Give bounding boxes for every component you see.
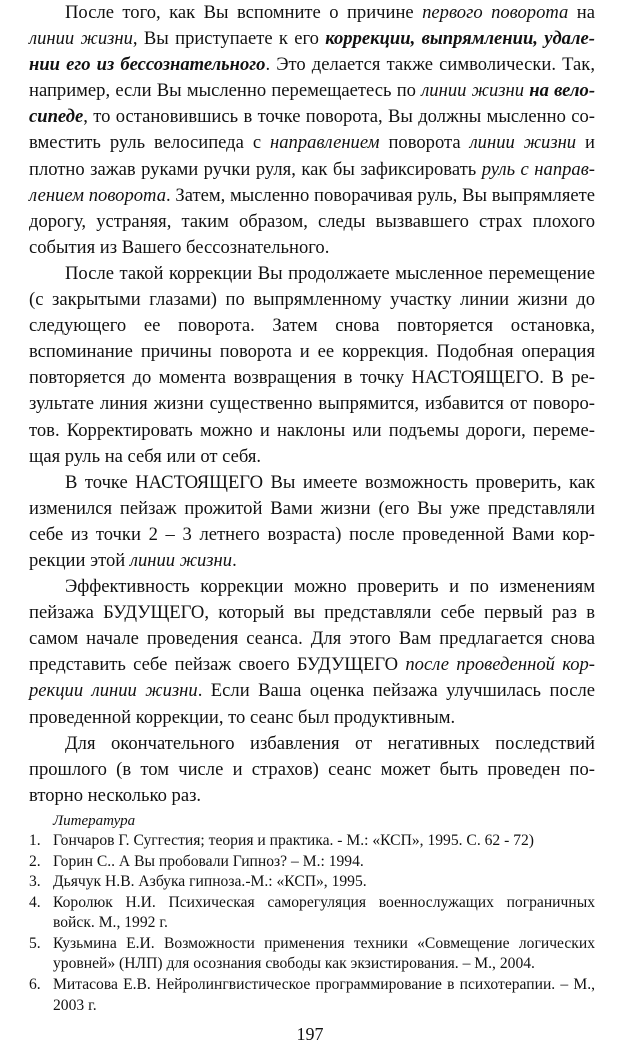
- literature-item-number: 1.: [29, 831, 41, 849]
- literature-item-text: Королюк Н.И. Психическая саморегуляция военнослужащих пограничных войск. М., 1992 г.: [53, 893, 595, 932]
- literature-item-number: 6.: [29, 976, 41, 994]
- literature-item-number: 4.: [29, 893, 41, 911]
- literature-item: [29, 852, 595, 873]
- emphasized-text: на велосипеде: [29, 80, 596, 128]
- literature-item-text: Митасова Е.В. Нейролингвистическое программирование в психотерапии. – М., 2003 г.: [53, 976, 595, 1014]
- literature-item: [29, 975, 595, 1016]
- paragraph: [29, 574, 595, 731]
- paragraph: [29, 731, 595, 809]
- literature-title: Литература: [53, 812, 136, 829]
- literature-item: [29, 872, 595, 893]
- text-segment: Эффективность коррекции можно проверить и по изменениям пейзажа БУДУЩЕГО, который вы представляли себе первый раз в самом начале проведения сеанса. Для этого Вам предлагается снова представить себе пейзаж своего БУДУЩЕГО: [29, 576, 595, 676]
- paragraph: [29, 261, 595, 470]
- page-number: 197: [296, 1024, 324, 1044]
- text-segment: В точке НАСТОЯЩЕГО Вы имеете возможность проверить, как изменился пейзаж прожитой Вами жизни (его Вы уже представляли себе из точки 2 – 3 летнего возраста) после проведенной Вами коррекции этой: [29, 471, 595, 571]
- emphasized-text: линии жизни: [469, 132, 577, 154]
- literature-item-number: 3.: [29, 873, 41, 891]
- text-segment: После того, как Вы вспомните о причине: [65, 2, 423, 23]
- text-segment: , то остановившись в точке поворота, Вы должны мысленно совместить руль велосипеда с: [29, 106, 595, 154]
- literature-item: [29, 934, 595, 975]
- literature-item-text: Дьячук Н.В. Азбука гипноза.-М.: «КСП», 1995.: [53, 873, 367, 891]
- text-segment: . Если Ваша оценка пейзажа улучшилась после проведенной коррекции, то сеанс был продуктивным.: [29, 680, 595, 728]
- text-segment: . Это делается также символически. Так, например, если Вы мысленно перемещаетесь по: [29, 54, 595, 102]
- emphasized-text: линии жизни: [421, 80, 525, 102]
- literature-item-number: 5.: [29, 934, 41, 952]
- paragraphs: [29, 0, 595, 809]
- literature-item-text: Кузьмина Е.И. Возможности применения техники «Совмещение логических уровней» (НЛП) для осознания свободы как экзистирования. – М., 2004.: [53, 934, 595, 973]
- emphasized-text: линии жизни: [29, 28, 133, 50]
- text-segment: Для окончательного избавления от негативных последствий прошлого (в том числе и страхов) сеанс может быть проведен повторно несколько раз.: [29, 732, 595, 806]
- text-segment: .: [232, 549, 237, 571]
- paragraph: [29, 470, 595, 574]
- text-segment: и плотно зажав руками ручки руля, как бы зафиксировать: [29, 132, 596, 180]
- literature-item: [29, 831, 595, 852]
- emphasized-text: первого поворота: [422, 2, 569, 23]
- literature-list: [29, 831, 595, 1016]
- literature-item-text: Гончаров Г. Суггестия; теория и практика. - М.: «КСП», 1995. С. 62 - 72): [53, 831, 534, 849]
- literature-item-number: 2.: [29, 852, 41, 870]
- emphasized-text: линии жизни: [129, 549, 233, 571]
- body-text: [29, 0, 595, 1016]
- text-segment: на: [568, 2, 596, 23]
- text-segment: поворота: [379, 132, 470, 154]
- emphasized-text: коррекции, выпрямлении, удалении его из бессознательного: [29, 28, 595, 76]
- paragraph: [29, 0, 595, 261]
- literature-item-text: Горин С.. А Вы пробовали Гипноз? – М.: 1994.: [53, 852, 364, 870]
- text-segment: После такой коррекции Вы продолжаете мысленное перемещение (с закрытыми глазами) по выпрямленному участку линии жизни до следующего ее поворота. Затем снова повторяется остановка, вспоминание причины поворота и ее коррекция. Подобная операция повторяется до момента возвращения в точку НАСТОЯЩЕГО. В результате линия жизни существенно выпрямится, избавится от поворотов. Корректировать можно и наклоны или подъемы дороги, перемещая руль на себя или от себя.: [29, 262, 595, 467]
- text-segment: . Затем, мысленно поворачивая руль, Вы выпрямляете дорогу, устраняя, таким образом, следы вызвавшего страх плохого события из Вашего бессознательного.: [29, 184, 596, 258]
- literature-item: [29, 893, 595, 934]
- emphasized-text: направлением: [270, 132, 380, 154]
- emphasized-text: руль с направлением поворота: [29, 158, 595, 206]
- emphasized-text: после проведенной коррекции линии жизни: [29, 654, 595, 702]
- text-segment: , Вы приступаете к его: [132, 28, 326, 50]
